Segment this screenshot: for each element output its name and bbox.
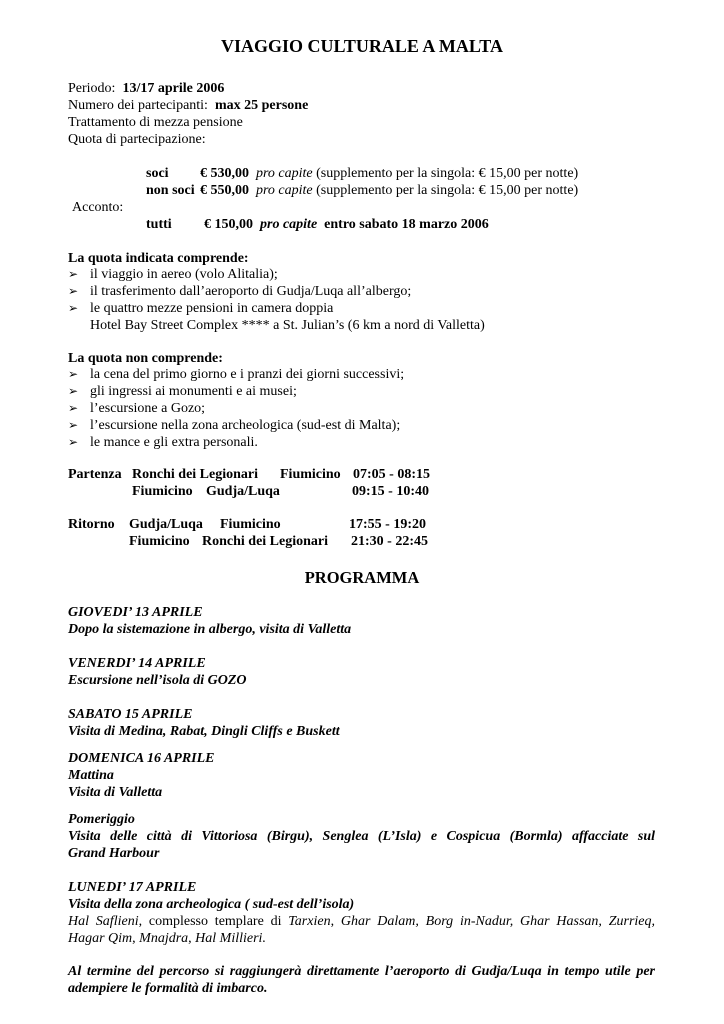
partenza-1-to: Fiumicino (280, 467, 341, 482)
quota-soci-line (146, 165, 578, 182)
ritorno-2-from: Fiumicino (129, 534, 190, 549)
non-soci-supplemento: (supplemento per la singola: € 15,00 per notte) (316, 183, 579, 198)
final-note-2: adempiere le formalità di imbarco. (68, 981, 268, 996)
tutti-pro-capite: pro capite (260, 217, 318, 232)
site-hagar-qim: Hagar Qim (68, 931, 133, 946)
sabato-text: Visita di Medina, Rabat, Dingli Cliffs e Buskett (68, 724, 340, 739)
partenza-2-from: Fiumicino (132, 484, 193, 499)
partenza-1-from: Ronchi dei Legionari (132, 467, 259, 482)
non-comprende-item: l’escursione a Gozo; (90, 401, 206, 416)
lunedi-sites-line-2 (68, 930, 266, 947)
non-comprende-heading: La quota non comprende: (68, 351, 223, 366)
arrow-bullet-icon: ➢ (68, 267, 79, 281)
ritorno-2-to: Ronchi dei Legionari (202, 534, 329, 549)
quota-label: Quota di partecipazione: (68, 132, 206, 147)
periodo-value: 13/17 aprile 2006 (122, 81, 225, 96)
programma-heading: PROGRAMMA (304, 568, 420, 587)
ritorno-1-from: Gudja/Luqa (129, 517, 203, 532)
giovedi-text: Dopo la sistemazione in albergo, visita di Valletta (68, 622, 352, 637)
non-comprende-item: gli ingressi ai monumenti e ai musei; (90, 384, 297, 399)
sites-sep: , (330, 914, 341, 929)
tutti-price: € 150,00 (204, 217, 253, 232)
lunedi-text: Visita della zona archeologica ( sud-est dell’isola) (68, 897, 355, 912)
partenza-2-time: 09:15 - 10:40 (352, 484, 429, 499)
acconto-label: Acconto: (72, 200, 124, 215)
sites-sep: , (132, 931, 140, 946)
ritorno-1-to: Fiumicino (220, 517, 281, 532)
arrow-bullet-icon: ➢ (68, 384, 79, 398)
partenza-2-to: Gudja/Luqa (206, 484, 280, 499)
non-soci-price: € 550,00 (200, 183, 249, 198)
acconto-line (146, 216, 489, 233)
arrow-bullet-icon: ➢ (68, 367, 79, 381)
sites-sep: , (188, 931, 196, 946)
sites-others: Ghar Dalam, Borg in-Nadur, Ghar Hassan, Zurrieq, (340, 914, 656, 929)
venerdi-day: VENERDI’ 14 APRILE (68, 656, 206, 671)
quota-non-soci-line (146, 182, 578, 199)
ritorno-2-time: 21:30 - 22:45 (351, 534, 428, 549)
partenza-label: Partenza (68, 467, 122, 482)
comprende-item: il viaggio in aereo (volo Alitalia); (90, 267, 278, 282)
tutti-label: tutti (146, 217, 172, 232)
document-title: VIAGGIO CULTURALE A MALTA (221, 36, 503, 56)
ritorno-1-time: 17:55 - 19:20 (349, 517, 426, 532)
arrow-bullet-icon: ➢ (68, 301, 79, 315)
site-hal-millieri: Hal Millieri. (195, 931, 266, 946)
partenza-1-time: 07:05 - 08:15 (353, 467, 430, 482)
partecipanti-value: max 25 persone (214, 98, 309, 113)
partecipanti-line (68, 97, 308, 114)
non-comprende-item: le mance e gli extra personali. (90, 435, 258, 450)
site-mnajdra: Mnajdra (139, 931, 189, 946)
non-comprende-item: la cena del primo giorno e i pranzi dei giorni successivi; (90, 367, 405, 382)
arrow-bullet-icon: ➢ (68, 418, 79, 432)
site-tarxien: Tarxien (288, 914, 331, 929)
soci-supplemento: (supplemento per la singola: € 15,00 per notte) (316, 166, 579, 181)
periodo-label: Periodo: (68, 81, 116, 96)
soci-label: soci (146, 166, 169, 181)
periodo-line (68, 80, 224, 97)
sabato-day: SABATO 15 APRILE (68, 707, 193, 722)
entro-date: entro sabato 18 marzo 2006 (324, 217, 489, 232)
pomeriggio-text: Visita delle città di Vittoriosa (Birgu), Senglea (L’Isla) e Cospicua (Bormla) affacciate sul (68, 829, 655, 844)
mattina-text: Visita di Valletta (68, 785, 163, 800)
venerdi-text: Escursione nell’isola di GOZO (68, 673, 247, 688)
lunedi-day: LUNEDI’ 17 APRILE (68, 880, 197, 895)
comprende-heading: La quota indicata comprende: (68, 251, 249, 266)
non-soci-label: non soci (146, 183, 195, 198)
non-comprende-item: l’escursione nella zona archeologica (sud-est di Malta); (90, 418, 401, 433)
ritorno-label: Ritorno (68, 517, 115, 532)
sites-text: , complesso templare di (138, 914, 289, 929)
domenica-day: DOMENICA 16 APRILE (68, 751, 215, 766)
site-hal-saflieni: Hal Saflieni (68, 914, 139, 929)
non-soci-pro-capite: pro capite (256, 183, 313, 198)
comprende-item: il trasferimento dall’aeroporto di Gudja/Luqa all’albergo; (90, 284, 412, 299)
arrow-bullet-icon: ➢ (68, 284, 79, 298)
arrow-bullet-icon: ➢ (68, 435, 79, 449)
comprende-item: le quattro mezze pensioni in camera doppia (90, 301, 334, 316)
giovedi-day: GIOVEDI’ 13 APRILE (68, 605, 203, 620)
final-note-1: Al termine del percorso si raggiungerà direttamente l’aeroporto di Gudja/Luqa in tempo utile per (68, 964, 655, 979)
hotel-line: Hotel Bay Street Complex **** a St. Julian’s (6 km a nord di Valletta) (90, 318, 485, 333)
pomeriggio-text-2: Grand Harbour (68, 846, 160, 861)
pomeriggio-label: Pomeriggio (68, 812, 135, 827)
arrow-bullet-icon: ➢ (68, 401, 79, 415)
soci-pro-capite: pro capite (256, 166, 313, 181)
soci-price: € 530,00 (200, 166, 249, 181)
lunedi-sites-line (68, 913, 655, 930)
mattina-label: Mattina (68, 768, 114, 783)
trattamento-line: Trattamento di mezza pensione (68, 115, 243, 130)
partecipanti-label: Numero dei partecipanti: (68, 98, 208, 113)
